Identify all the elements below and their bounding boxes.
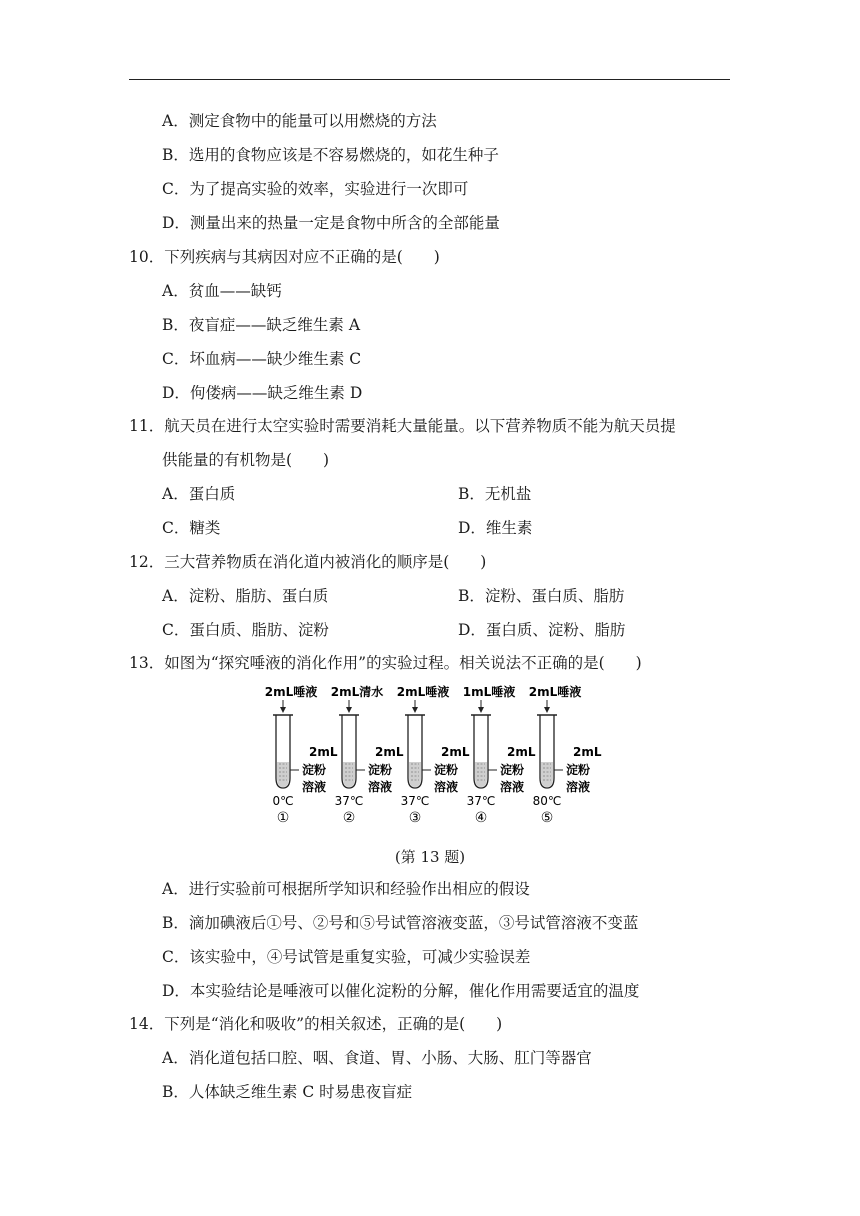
solution-fill	[343, 762, 355, 787]
side-label-starch: 淀粉	[302, 763, 327, 777]
q12-option-a[interactable]: A．淀粉、脂肪、蛋白质	[162, 587, 329, 605]
tube-number: ①	[276, 810, 290, 824]
solution-fill	[277, 762, 289, 787]
q11-option-d[interactable]: D．维生素	[458, 519, 533, 537]
solution-fill	[475, 762, 487, 787]
side-label-starch: 淀粉	[566, 763, 591, 777]
q12-option-d[interactable]: D．蛋白质、淀粉、脂肪	[458, 621, 626, 639]
side-label-solution: 溶液	[434, 780, 459, 794]
q9-option-d[interactable]: D．测量出来的热量一定是食物中所含的全部能量	[162, 214, 500, 232]
tube-top-label: 2mL清水	[330, 685, 384, 699]
q14-stem: 14．下列是“消化和吸收”的相关叙述，正确的是( )	[129, 1015, 503, 1033]
side-label-solution: 溶液	[302, 780, 327, 794]
side-label-volume: 2mL	[375, 745, 404, 759]
side-label-starch: 淀粉	[368, 763, 393, 777]
tube-number: ④	[474, 810, 488, 824]
side-label-solution: 溶液	[500, 780, 525, 794]
q10-stem: 10．下列疾病与其病因对应不正确的是( )	[129, 248, 440, 266]
tube-temperature: 80℃	[532, 794, 562, 808]
q13-option-b[interactable]: B．滴加碘液后①号、②号和⑤号试管溶液变蓝，③号试管溶液不变蓝	[162, 914, 639, 932]
arrow-head	[478, 707, 484, 713]
q14-option-a[interactable]: A．消化道包括口腔、咽、食道、胃、小肠、大肠、肛门等器官	[162, 1049, 592, 1067]
q11-stem-line1: 11．航天员在进行太空实验时需要消耗大量能量。以下营养物质不能为航天员提	[129, 417, 676, 435]
tube-top-label: 1mL唾液	[462, 685, 516, 699]
side-label-volume: 2mL	[507, 745, 536, 759]
tube-temperature: 37℃	[466, 794, 496, 808]
q10-option-d[interactable]: D．佝偻病——缺乏维生素 D	[162, 384, 363, 402]
side-label-starch: 淀粉	[434, 763, 459, 777]
tube-number: ⑤	[540, 810, 554, 824]
q13-stem: 13．如图为“探究唾液的消化作用”的实验过程。相关说法不正确的是( )	[129, 654, 642, 672]
q12-option-c[interactable]: C．蛋白质、脂肪、淀粉	[162, 621, 329, 639]
side-label-volume: 2mL	[309, 745, 338, 759]
tube-number: ③	[408, 810, 422, 824]
q10-option-c[interactable]: C．坏血病——缺少维生素 C	[162, 350, 362, 368]
side-label-volume: 2mL	[441, 745, 470, 759]
header-rule	[129, 79, 730, 80]
q11-stem-line2: 供能量的有机物是( )	[162, 451, 330, 469]
q13-option-d[interactable]: D．本实验结论是唾液可以催化淀粉的分解，催化作用需要适宜的温度	[162, 982, 640, 1000]
q9-option-c[interactable]: C．为了提高实验的效率，实验进行一次即可	[162, 180, 469, 198]
side-label-solution: 溶液	[566, 780, 591, 794]
q13-option-c[interactable]: C．该实验中，④号试管是重复实验，可减少实验误差	[162, 948, 531, 966]
arrow-head	[544, 707, 550, 713]
tube-temperature: 0℃	[272, 794, 294, 808]
q9-option-b[interactable]: B．选用的食物应该是不容易燃烧的，如花生种子	[162, 146, 499, 164]
q11-option-a[interactable]: A．蛋白质	[162, 485, 236, 503]
test-tube-figure	[255, 684, 605, 824]
tube-top-label: 2mL唾液	[528, 685, 582, 699]
solution-fill	[541, 762, 553, 787]
tube-number: ②	[342, 810, 356, 824]
arrow-head	[280, 707, 286, 713]
q12-stem: 12．三大营养物质在消化道内被消化的顺序是( )	[129, 553, 487, 571]
side-label-starch: 淀粉	[500, 763, 525, 777]
q14-option-b[interactable]: B．人体缺乏维生素 C 时易患夜盲症	[162, 1083, 413, 1101]
q13-option-a[interactable]: A．进行实验前可根据所学知识和经验作出相应的假设	[162, 880, 530, 898]
q11-option-c[interactable]: C．糖类	[162, 519, 221, 537]
q10-option-b[interactable]: B．夜盲症——缺乏维生素 A	[162, 316, 361, 334]
tube-temperature: 37℃	[334, 794, 364, 808]
tube-top-label: 2mL唾液	[264, 685, 318, 699]
arrow-head	[346, 707, 352, 713]
q10-option-a[interactable]: A．贫血——缺钙	[162, 282, 282, 300]
q13-caption: (第 13 题)	[394, 848, 466, 866]
arrow-head	[412, 707, 418, 713]
side-label-solution: 溶液	[368, 780, 393, 794]
q11-option-b[interactable]: B．无机盐	[458, 485, 532, 503]
tube-temperature: 37℃	[400, 794, 430, 808]
side-label-volume: 2mL	[573, 745, 602, 759]
q12-option-b[interactable]: B．淀粉、蛋白质、脂肪	[458, 587, 625, 605]
solution-fill	[409, 762, 421, 787]
q9-option-a[interactable]: A．测定食物中的能量可以用燃烧的方法	[162, 112, 437, 130]
tube-top-label: 2mL唾液	[396, 685, 450, 699]
